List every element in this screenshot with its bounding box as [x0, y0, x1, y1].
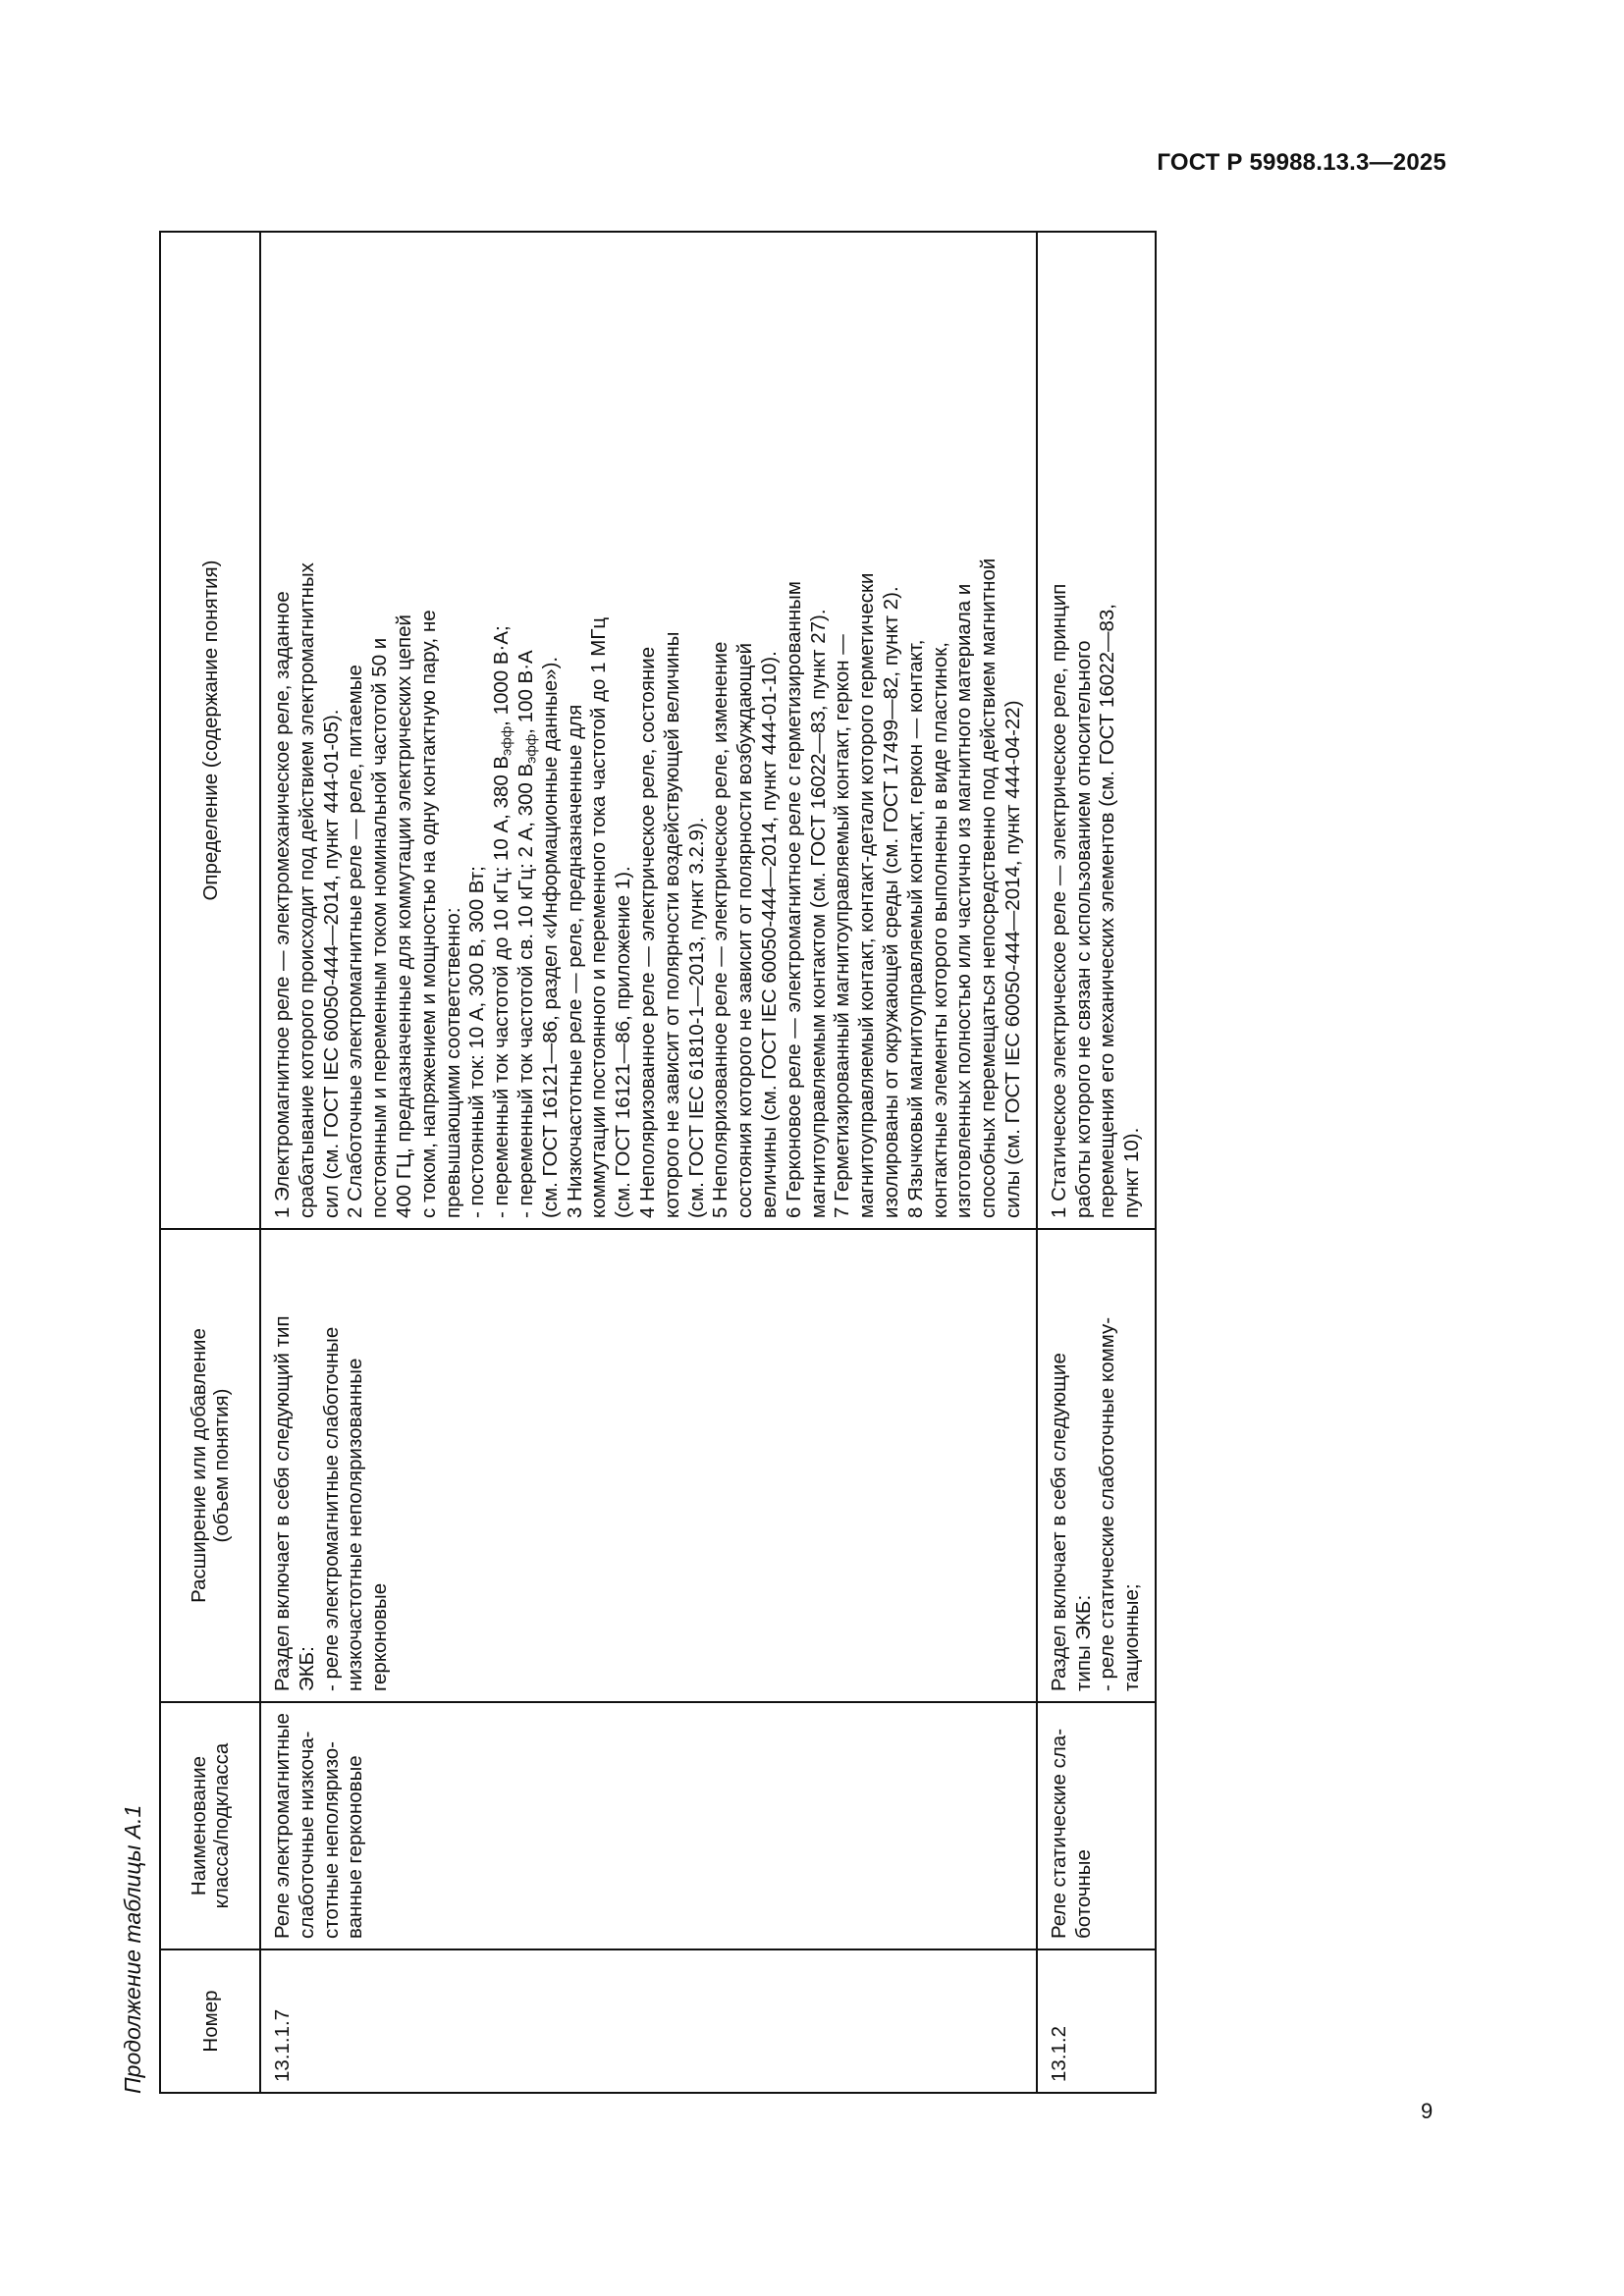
text-line: силы (см. ГОСТ IEC 60050-444—2014, пункт 444-04-22) [1001, 700, 1024, 1218]
text-line: перемещения его механических элементов (см. ГОСТ 16022—83, [1096, 603, 1119, 1218]
page-number: 9 [1421, 2099, 1434, 2123]
text-line: 1 Электромагнитное реле — электромеханическое реле, заданное [271, 591, 294, 1218]
cell-number: 13.1.1.7 [260, 1949, 1037, 2093]
header-number: Номер [160, 1949, 260, 2093]
cell-definition [260, 232, 1037, 1229]
text-line: ЭКБ: [295, 1646, 318, 1691]
text-line: 8 Язычковый магнитоуправляемый контакт, геркон — контакт, [903, 639, 927, 1218]
header-definition: Определение (содержание понятия) [160, 232, 260, 1229]
header-name-line: Наименование [188, 1755, 210, 1896]
text-line: изолированы от окружающей среды (см. ГОСТ 17499—82, пункт 2). [879, 586, 902, 1218]
rotated-table-block [106, 233, 1251, 2094]
table-row [260, 232, 1037, 2093]
text-line: Раздел включает в себя следующий тип [271, 1315, 294, 1691]
text-line: (см. ГОСТ IEC 61810-1—2013, пункт 3.2.9). [684, 817, 708, 1218]
text-line: превышающими соответственно: [441, 907, 464, 1218]
text-line: работы которого не связан с использованием относительного [1071, 640, 1095, 1218]
text-line: - переменный ток частотой до 10 кГц: 10 А, 380 $В_{эфф}$, 1000 В·А; [490, 625, 514, 1218]
text-line: которого не зависит от полярности воздействующей величины [660, 631, 683, 1218]
text-line: тационные; [1120, 1583, 1144, 1691]
text-line: 400 ГЦ, предназначенные для коммутации электрических цепей [392, 614, 415, 1218]
cell-number: 13.1.2 [1037, 1949, 1156, 2093]
text-line: (см. ГОСТ 16121—86, приложение 1). [612, 866, 635, 1218]
document-code: ГОСТ Р 59988.13.3—2025 [1157, 149, 1446, 176]
text-line: типы ЭКБ: [1071, 1594, 1095, 1691]
header-extension [160, 1229, 260, 1702]
text-line: Реле электромагнитные [271, 1713, 294, 1939]
text-line: срабатывание которого происходит под действием электромагнитных [295, 562, 318, 1218]
text-line: 4 Неполяризованное реле — электрическое реле, состояние [635, 646, 659, 1218]
text-line: слаботочные низкоча- [295, 1731, 318, 1939]
table-row [1037, 232, 1156, 2093]
cell-extension [260, 1229, 1037, 1702]
text-line: 7 Герметизированный магнитоуправляемый контакт, геркон — [831, 634, 854, 1218]
text-line: пункт 10). [1120, 1127, 1144, 1218]
header-extension-line: (объем понятия) [210, 1388, 233, 1543]
text-line: магнитоуправляемым контактом (см. ГОСТ 16022—83, пункт 27). [806, 609, 830, 1218]
text-line: - постоянный ток: 10 А, 300 В, 300 Вт; [465, 866, 489, 1218]
classification-table [159, 231, 1157, 2094]
text-line: сил (см. ГОСТ IEC 60050-444—2014, пункт 444-01-05). [319, 709, 343, 1218]
cell-name [260, 1702, 1037, 1949]
text-line: Раздел включает в себя следующие [1047, 1353, 1070, 1691]
table-frame [159, 233, 1251, 2094]
text-line: стотные неполяризо- [319, 1741, 343, 1939]
text-line: 1 Статическое электрическое реле — электрическое реле, принцип [1047, 583, 1070, 1218]
cell-extension [1037, 1229, 1156, 1702]
text-line: Реле статические сла- [1047, 1728, 1070, 1939]
text-line: 6 Герконовое реле — электромагнитное реле с герметизированным [782, 581, 805, 1218]
cell-definition [1037, 232, 1156, 1229]
text-line: контактные элементы которого выполнены в виде пластинок, [928, 642, 951, 1218]
text-line: герконовые [368, 1582, 392, 1691]
text-line: магнитоуправляемый контакт, контакт-детали которого герметически [855, 572, 879, 1218]
header-extension-line: Расширение или добавление [188, 1328, 210, 1603]
text-line: боточные [1071, 1849, 1095, 1939]
text-line: - переменный ток частотой св. 10 кГц: 2 А, 300 $В_{эфф}$, 100 В·А [514, 650, 539, 1218]
text-line: - реле статические слаботочные комму- [1096, 1316, 1119, 1691]
text-line: коммутации постоянного и переменного тока частотой до 1 МГц [587, 616, 611, 1218]
cell-name [1037, 1702, 1156, 1949]
text-line: 3 Низкочастотные реле — реле, предназначенные для [563, 704, 586, 1218]
text-line: 5 Неполяризованное реле — электрическое реле, изменение [709, 641, 732, 1218]
text-line: способных перемещаться непосредственно под действием магнитной [977, 558, 1001, 1218]
text-line: с током, напряжением и мощностью на одну контактную пару, не [416, 610, 440, 1218]
text-line: величины (см. ГОСТ IEC 60050-444—2014, пункт 444-01-10). [757, 651, 781, 1218]
text-line: ванные герконовые [344, 1755, 367, 1939]
text-line: постоянным и переменным током номинальной частотой 50 и [368, 637, 392, 1218]
text-line: - реле электромагнитные слаботочные [319, 1326, 343, 1691]
text-line: низкочастотные неполяризованные [344, 1358, 367, 1691]
text-line: состояния которого не зависит от полярности возбуждающей [733, 642, 757, 1218]
text-line: 2 Слаботочные электромагнитные реле — реле, питаемые [344, 665, 367, 1218]
table-caption: Продолжение таблицы А.1 [120, 1804, 145, 2094]
header-name-line: класса/подкласса [210, 1742, 233, 1909]
text-line: (см. ГОСТ 16121—86, раздел «Информационные данные»). [538, 656, 562, 1218]
header-name [160, 1702, 260, 1949]
table-header-row [160, 232, 260, 2093]
text-line: изготовленных полностью или частично из магнитного материала и [952, 583, 976, 1218]
